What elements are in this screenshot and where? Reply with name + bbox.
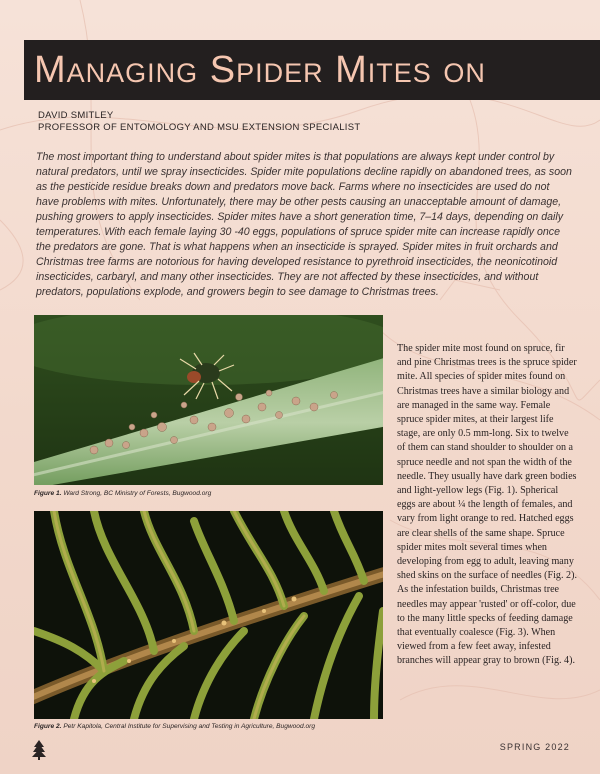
author-title: PROFESSOR OF ENTOMOLOGY AND MSU EXTENSION SPECIALIST xyxy=(38,122,361,133)
figure-2-caption xyxy=(34,723,384,730)
figure-1-caption xyxy=(34,490,384,497)
body-paragraph: The spider mite most found on spruce, fir and pine Christmas trees is the spruce spider mite. All species of spider mites found on Christmas trees have a similar biology and are managed in the same way. Female spruce spider mites, at their largest life stage, are only 0.5 mm-long. Six to twelve of them can stand shoulder to shoulder on a spruce needle and not span the width of the needle. They usually have dark green bodies and light-yellow legs (Fig. 1). Spherical eggs are about ¼ the length of females, and vary from light orange to red. Hatched eggs are clear shells of the same shape. Spruce spider mites molt several times when developing from egg to adult, leaving many shed skins on the surface of needles (Fig. 2). As the infestation builds, Christmas tree needles may appear 'rusted' or off-color, due to the many little specks of feeding damage that eventually coalesce (Fig. 3). When viewed from a few feet away, infested branches will appear gray to brown (Fig. 4). xyxy=(397,343,577,667)
intro-paragraph: The most important thing to understand about spider mites is that populations are always kept under control by natural predators, until we spray insecticides. Spider mite populations decline rapidly on abandoned trees, as soon as the pesticide residue breaks down and predators move back. Farms where no insecticides are used do not have problems with mites. Unfortunately, there may be other pests causing an unacceptable amount of damage, pushing growers to apply insecticides. Spider mites have a short generation time, 7–14 days, depending on daily temperatures. With each female laying 30 -40 eggs, populations of spruce spider mite can increase rapidly once the predators are gone. That is what happens when an insecticide is sprayed. Spider mites in fruit orchards and Christmas tree farms are notorious for having developed resistance to pyrethroid insecticides, the neonicotinoid insecticides, carbaryl, and many other insecticides. They are not affected by these insecticides, and without predators, populations explode, and growers begin to see damage to Christmas trees. xyxy=(36,151,572,298)
tree-logo-icon xyxy=(32,740,46,765)
figure-1-label: Figure 1. xyxy=(34,490,62,497)
figure-2-credit: Petr Kapitola, Central Institute for Supervising and Testing in Agriculture, Bugwood.org xyxy=(63,723,316,730)
article-title: Managing Spider Mites on xyxy=(34,49,486,91)
figure-1-image xyxy=(34,315,383,485)
figure-2-label: Figure 2. xyxy=(34,723,62,730)
figure-1-credit: Ward Strong, BC Ministry of Forests, Bugwood.org xyxy=(63,490,212,497)
author-name: DAVID SMITLEY xyxy=(38,110,114,121)
author-block xyxy=(38,110,578,134)
figure-2-image xyxy=(34,511,383,719)
issue-season: SPRING 2022 xyxy=(499,742,570,752)
title-banner xyxy=(24,40,600,100)
